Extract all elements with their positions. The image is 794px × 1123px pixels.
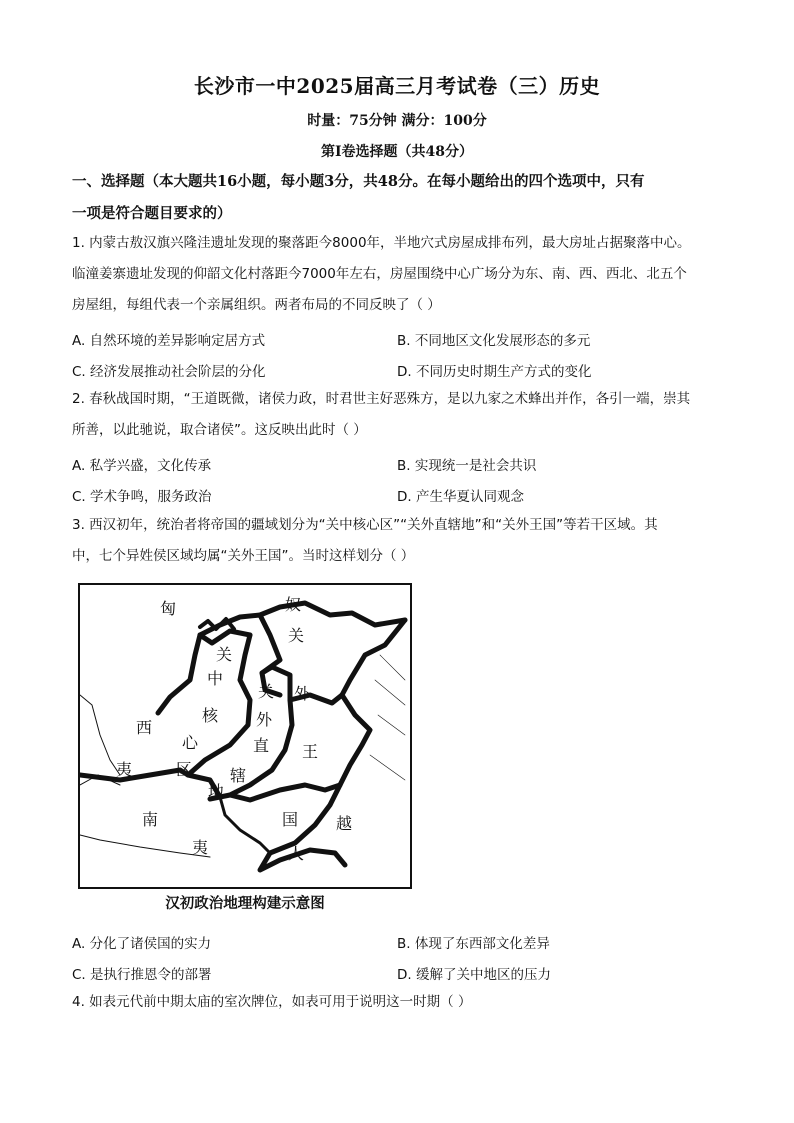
- question-2-option-d[interactable]: D. 产生华夏认同观念: [397, 489, 524, 505]
- map-label-xiongnu-2: 奴: [285, 595, 302, 614]
- han-political-geography-map: [78, 583, 412, 889]
- question-1-option-d[interactable]: D. 不同历史时期生产方式的变化: [397, 364, 592, 380]
- map-label-hexin-1: 核: [202, 706, 219, 725]
- question-1-option-c[interactable]: C. 经济发展推动社会阶层的分化: [72, 364, 266, 380]
- map-label-nanyi-1: 南: [142, 810, 159, 829]
- question-1-option-b[interactable]: B. 不同地区文化发展形态的多元: [397, 333, 591, 349]
- map-label-xiyi-2: 夷: [116, 760, 133, 779]
- question-3-option-c[interactable]: C. 是执行推恩令的部署: [72, 967, 212, 983]
- map-label-xiyi-1: 西: [136, 718, 153, 737]
- map-label-nanyi-2: 夷: [192, 838, 209, 857]
- map-label-yueren-1: 越: [336, 814, 353, 833]
- map-label-wangguo-1: 关: [288, 626, 305, 645]
- question-1-line-1: 1. 内蒙古敖汉旗兴隆洼遗址发现的聚落距今8000年，半地穴式房屋成排布列，最大房址占据聚落中心。: [72, 235, 691, 251]
- map-label-zhixia-5: 地: [208, 782, 225, 801]
- map-label-guanzhong-2: 中: [207, 669, 224, 688]
- volume-heading: 第Ⅰ卷选择题（共48分）: [320, 144, 474, 160]
- map-label-wangguo-2: 外: [294, 684, 311, 703]
- question-2-line-1: 2. 春秋战国时期，“王道既微，诸侯力政，时君世主好恶殊方，是以九家之术蜂出并作，各引一端，崇其: [72, 391, 691, 407]
- question-2-option-c[interactable]: C. 学术争鸣，服务政治: [72, 489, 212, 505]
- map-outline: [80, 585, 410, 887]
- question-3-line-2: 中，七个异姓侯区域均属“关外王国”。当时这样划分（ ）: [72, 548, 415, 564]
- section-line-1: 一、选择题（本大题共16小题，每小题3分，共48分。在每小题给出的四个选项中，只有: [72, 173, 645, 190]
- question-2-option-b[interactable]: B. 实现统一是社会共识: [397, 458, 537, 474]
- map-label-guanzhong-1: 关: [216, 645, 233, 664]
- map-label-yueren-2: 人: [288, 844, 305, 863]
- question-1-stem: [72, 228, 722, 321]
- section-instructions: [72, 166, 722, 230]
- question-3-line-1: 3. 西汉初年，统治者将帝国的疆域划分为“关中核心区”“关外直辖地”和“关外王国”等若干区域。其: [72, 517, 658, 533]
- map-label-hexin-2: 心: [182, 733, 199, 752]
- exam-title: 长沙市一中2025届高三月考试卷（三）历史: [193, 74, 601, 98]
- question-1-line-2: 临潼姜寨遗址发现的仰韶文化村落距今7000年左右，房屋围绕中心广场分为东、南、西、西北、北五个: [72, 266, 687, 282]
- map-label-zhixia-2: 外: [256, 710, 273, 729]
- question-2-line-2: 所善，以此驰说，取合诸侯”。这反映出此时（ ）: [72, 422, 367, 438]
- question-2-stem: [72, 384, 722, 446]
- map-label-zhixia-3: 直: [253, 736, 270, 755]
- question-3-option-d[interactable]: D. 缓解了关中地区的压力: [397, 967, 551, 983]
- map-label-xiongnu-1: 匈: [160, 599, 177, 618]
- question-3-option-b[interactable]: B. 体现了东西部文化差异: [397, 936, 550, 952]
- map-label-wangguo-3: 王: [302, 742, 319, 761]
- question-1-option-a[interactable]: A. 自然环境的差异影响定居方式: [72, 333, 266, 349]
- section-line-2: 一项是符合题目要求的）: [72, 205, 232, 222]
- map-label-hexin-3: 区: [176, 760, 193, 779]
- question-2-option-a[interactable]: A. 私学兴盛，文化传承: [72, 458, 212, 474]
- question-3-option-a[interactable]: A. 分化了诸侯国的实力: [72, 936, 212, 952]
- time-score-line: 时量：75分钟 满分：100分: [307, 113, 487, 129]
- map-label-zhixia-1: 关: [258, 682, 275, 701]
- map-label-wangguo-4: 国: [282, 810, 299, 829]
- question-1-line-3: 房屋组，每组代表一个亲属组织。两者布局的不同反映了（ ）: [72, 297, 441, 313]
- map-caption: 汉初政治地理构建示意图: [165, 895, 325, 912]
- question-4-stem: 4. 如表元代前中期太庙的室次牌位，如表可用于说明这一时期（ ）: [72, 994, 472, 1010]
- question-3-stem: [72, 510, 722, 572]
- map-label-zhixia-4: 辖: [230, 766, 247, 785]
